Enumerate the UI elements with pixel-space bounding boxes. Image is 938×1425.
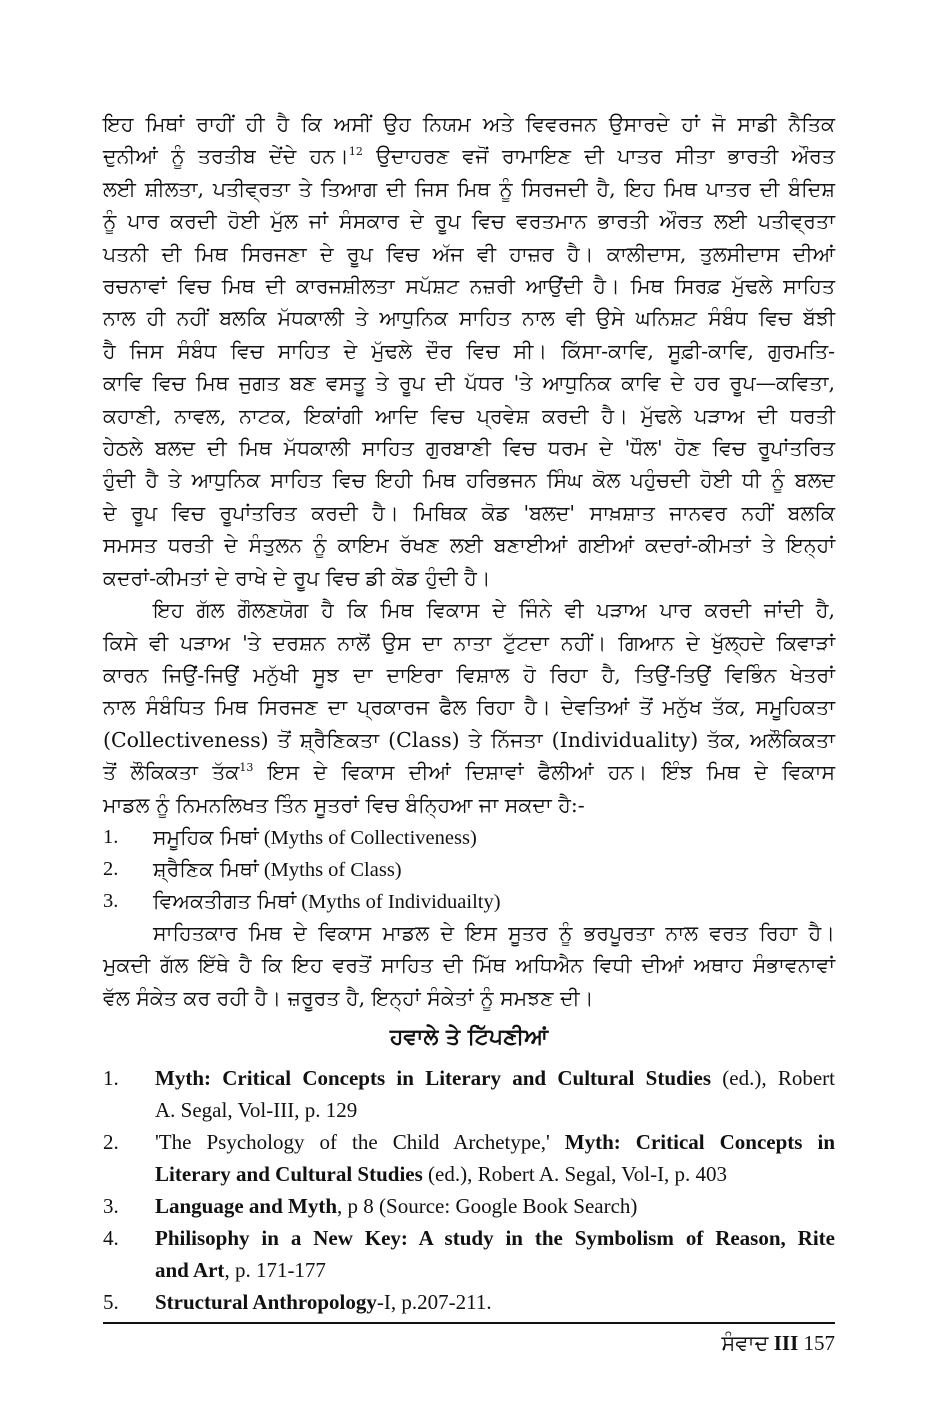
text-line: ਤੋਂ ਲੌਕਿਕਤਾ ਤੱਕ$^{13}$ ਇਸ ਦੇ ਵਿਕਾਸ ਦੀਆਂ ਦਿਸ਼ਾਵਾਂ ਫੈਲੀਆਂ ਹਨ। ਇੰਝ ਮਿਥ ਦੇ ਵਿਕਾਸ [103,760,835,785]
page-body [103,108,835,1318]
text-line: ਕਾਵਿ ਵਿਚ ਮਿਥ ਜੁਗਤ ਬਣ ਵਸਤੂ ਤੇ ਰੂਪ ਦੀ ਪੱਧਰ 'ਤੇ ਆਧੁਨਿਕ ਕਾਵਿ ਦੇ ਹਰ ਰੂਪ—ਕਵਿਤਾ, [103,371,835,396]
footer-rule [103,1322,835,1324]
model-list [103,821,835,917]
reference-item: 3. Language and Myth, p 8 (Source: Google Book Search) [103,1194,638,1219]
text-line: ਕਿਸੇ ਵੀ ਪੜਾਅ 'ਤੇ ਦਰਸ਼ਨ ਨਾਲੋਂ ਉਸ ਦਾ ਨਾਤਾ ਟੁੱਟਦਾ ਨਹੀਂ। ਗਿਆਨ ਦੇ ਖੁੱਲ੍ਹਦੇ ਕਿਵਾੜਾਂ [103,630,835,655]
text-line: ਵੱਲ ਸੰਕੇਤ ਕਰ ਰਹੀ ਹੈ। ਜ਼ਰੂਰਤ ਹੈ, ਇਨ੍ਹਾਂ ਸੰਕੇਤਾਂ ਨੂੰ ਸਮਝਣ ਦੀ। [103,985,594,1010]
text-line: ਹੇਠਲੇ ਬਲਦ ਦੀ ਮਿਥ ਮੱਧਕਾਲੀ ਸਾਹਿਤ ਗੁਰਬਾਣੀ ਵਿਚ ਧਰਮ ਦੇ 'ਧੌਲ' ਹੋਣ ਵਿਚ ਰੂਪਾਂਤਰਿਤ [103,436,835,461]
text-line: ਸਮਸਤ ਧਰਤੀ ਦੇ ਸੰਤੁਲਨ ਨੂੰ ਕਾਇਮ ਰੱਖਣ ਲਈ ਬਣਾਈਆਂ ਗਈਆਂ ਕਦਰਾਂ-ਕੀਮਤਾਂ ਤੇ ਇਨ੍ਹਾਂ [103,533,835,558]
text-line: ਮੁਕਦੀ ਗੱਲ ਇੱਥੇ ਹੈ ਕਿ ਇਹ ਵਰਤੋਂ ਸਾਹਿਤ ਦੀ ਮਿੱਥ ਅਧਿਐਨ ਵਿਧੀ ਦੀਆਂ ਅਥਾਹ ਸੰਭਾਵਨਾਵਾਂ [103,953,835,978]
footer-separator: III [773,1331,799,1355]
paragraph-3 [103,917,835,1014]
page-footer [721,1327,835,1359]
footnote-ref-12: 12 [348,145,363,159]
reference-item: 4. Philisophy in a New Key: A study in the Symbolism of Reason, Rite and Art, p. 171-177 [103,1226,835,1283]
paragraph-2 [103,594,835,821]
text-line: ਸਾਹਿਤਕਾਰ ਮਿਥ ਦੇ ਵਿਕਾਸ ਮਾਡਲ ਦੇ ਇਸ ਸੂਤਰ ਨੂੰ ਭਰਪੂਰਤਾ ਨਾਲ ਵਰਤ ਰਿਹਾ ਹੈ। [153,920,835,945]
list-item: 3. ਵਿਅਕਤੀਗਤ ਮਿਥਾਂ (Myths of Individuailty) [103,888,501,913]
text-line: ਰਚਨਾਵਾਂ ਵਿਚ ਮਿਥ ਦੀ ਕਾਰਜਸ਼ੀਲਤਾ ਸਪੱਸ਼ਟ ਨਜ਼ਰੀ ਆਉਂਦੀ ਹੈ। ਮਿਥ ਸਿਰਫ਼ ਮੁੱਢਲੇ ਸਾਹਿਤ [103,274,835,299]
text-line: ਦੇ ਰੂਪ ਵਿਚ ਰੂਪਾਂਤਰਿਤ ਕਰਦੀ ਹੈ। ਮਿਥਿਕ ਕੋਡ 'ਬਲਦ' ਸਾਖ਼ਸ਼ਾਤ ਜਾਨਵਰ ਨਹੀਂ ਬਲਕਿ [103,500,835,525]
text-line: ਮਾਡਲ ਨੂੰ ਨਿਮਨਲਿਖਤ ਤਿੰਨ ਸੂਤਰਾਂ ਵਿਚ ਬੰਨ੍ਹਿਆ ਜਾ ਸਕਦਾ ਹੈ:- [103,792,585,817]
footnote-ref-13: 13 [239,761,254,775]
text-line: ਨਾਲ ਸੰਬੰਧਿਤ ਮਿਥ ਸਿਰਜਣ ਦਾ ਪ੍ਰਕਾਰਜ ਫੈਲ ਰਿਹਾ ਹੈ। ਦੇਵਤਿਆਂ ਤੋਂ ਮਨੁੱਖ ਤੱਕ, ਸਮੂਹਿਕਤਾ [103,695,835,720]
paragraph-1 [103,108,835,594]
reference-item: 5. Structural Anthropology-I, p.207-211. [103,1290,492,1315]
reference-item: 1. Myth: Critical Concepts in Literary and Cultural Studies (ed.), Robert A. Segal, Vol-III, p. 129 [103,1066,836,1123]
journal-name: ਸੰਵਾਦ [721,1331,769,1355]
text-line: ਨੂੰ ਪਾਰ ਕਰਦੀ ਹੋਈ ਮੁੱਲ ਜਾਂ ਸੰਸਕਾਰ ਦੇ ਰੂਪ ਵਿਚ ਵਰਤਮਾਨ ਭਾਰਤੀ ਔਰਤ ਲਈ ਪਤੀਵ੍ਰਤਾ [103,209,835,234]
text-line: ਕਹਾਣੀ, ਨਾਵਲ, ਨਾਟਕ, ਇਕਾਂਗੀ ਆਦਿ ਵਿਚ ਪ੍ਰਵੇਸ਼ ਕਰਦੀ ਹੈ। ਮੁੱਢਲੇ ਪੜਾਅ ਦੀ ਧਰਤੀ [103,403,835,428]
page-number: 157 [803,1331,835,1355]
text-line: ਕਦਰਾਂ-ਕੀਮਤਾਂ ਦੇ ਰਾਖੇ ਦੇ ਰੂਪ ਵਿਚ ਡੀ ਕੋਡ ਹੁੰਦੀ ਹੈ। [103,565,491,590]
references-heading: ਹਵਾਲੇ ਤੇ ਟਿੱਪਣੀਆਂ [389,1024,549,1051]
text-line: ਕਾਰਨ ਜਿਉਂ-ਜਿਉਂ ਮਨੁੱਖੀ ਸੂਝ ਦਾ ਦਾਇਰਾ ਵਿਸ਼ਾਲ ਹੋ ਰਿਹਾ ਹੈ, ਤਿਉਂ-ਤਿਉਂ ਵਿਭਿੰਨ ਖੇਤਰਾਂ [103,662,835,687]
text-line: ਨਾਲ ਹੀ ਨਹੀਂ ਬਲਕਿ ਮੱਧਕਾਲੀ ਤੇ ਆਧੁਨਿਕ ਸਾਹਿਤ ਨਾਲ ਵੀ ਉਸੇ ਘਨਿਸ਼ਟ ਸੰਬੰਧ ਵਿਚ ਬੱਝੀ [103,306,835,331]
text-line: ਹੁੰਦੀ ਹੈ ਤੇ ਆਧੁਨਿਕ ਸਾਹਿਤ ਵਿਚ ਇਹੀ ਮਿਥ ਹਰਿਭਜਨ ਸਿੰਘ ਕੋਲ ਪਹੁੰਚਦੀ ਹੋਈ ਧੀ ਨੂੰ ਬਲਦ [103,468,835,493]
references-list [103,1062,835,1318]
text-line: ਲਈ ਸ਼ੀਲਤਾ, ਪਤੀਵ੍ਰਤਾ ਤੇ ਤਿਆਗ ਦੀ ਜਿਸ ਮਿਥ ਨੂੰ ਸਿਰਜਦੀ ਹੈ, ਇਹ ਮਿਥ ਪਾਤਰ ਦੀ ਬੰਦਿਸ਼ [103,176,835,201]
reference-item: 2. 'The Psychology of the Child Archetype,' Myth: Critical Concepts in Literary and Cultural Studies (ed.), Robert A. Segal, Vol-I, p. 403 [103,1130,836,1187]
list-item: 2. ਸ਼੍ਰੈਣਿਕ ਮਿਥਾਂ (Myths of Class) [103,856,402,881]
list-item: 1. ਸਮੂਹਿਕ ਮਿਥਾਂ (Myths of Collectiveness) [103,824,477,849]
text-line: ਇਹ ਗੱਲ ਗੌਲਣਯੋਗ ਹੈ ਕਿ ਮਿਥ ਵਿਕਾਸ ਦੇ ਜਿੰਨੇ ਵੀ ਪੜਾਅ ਪਾਰ ਕਰਦੀ ਜਾਂਦੀ ਹੈ, [153,598,835,623]
text-line: ਹੈ ਜਿਸ ਸੰਬੰਧ ਵਿਚ ਸਾਹਿਤ ਦੇ ਮੁੱਢਲੇ ਦੌਰ ਵਿਚ ਸੀ। ਕਿੱਸਾ-ਕਾਵਿ, ਸੂਫ਼ੀ-ਕਾਵਿ, ਗੁਰਮਤਿ- [103,338,835,363]
text-line: (Collectiveness) ਤੋਂ ਸ਼੍ਰੈਣਿਕਤਾ (Class) ਤੇ ਨਿੱਜਤਾ (Individuality) ਤੱਕ, ਅਲੌਕਿਕਤਾ [103,727,835,752]
text-line: ਇਹ ਮਿਥਾਂ ਰਾਹੀਂ ਹੀ ਹੈ ਕਿ ਅਸੀਂ ਉਹ ਨਿਯਮ ਅਤੇ ਵਿਵਰਜਨ ਉਸਾਰਦੇ ਹਾਂ ਜੋ ਸਾਡੀ ਨੈਤਿਕ [103,112,835,136]
text-line: ਦੁਨੀਆਂ ਨੂੰ ਤਰਤੀਬ ਦੇਂਦੇ ਹਨ।$^{12}$ ਉਦਾਹਰਣ ਵਜੋਂ ਰਾਮਾਇਣ ਦੀ ਪਾਤਰ ਸੀਤਾ ਭਾਰਤੀ ਔਰਤ [103,144,835,169]
text-line: ਪਤਨੀ ਦੀ ਮਿਥ ਸਿਰਜਣਾ ਦੇ ਰੂਪ ਵਿਚ ਅੱਜ ਵੀ ਹਾਜ਼ਰ ਹੈ। ਕਾਲੀਦਾਸ, ਤੁਲਸੀਦਾਸ ਦੀਆਂ [103,241,835,266]
